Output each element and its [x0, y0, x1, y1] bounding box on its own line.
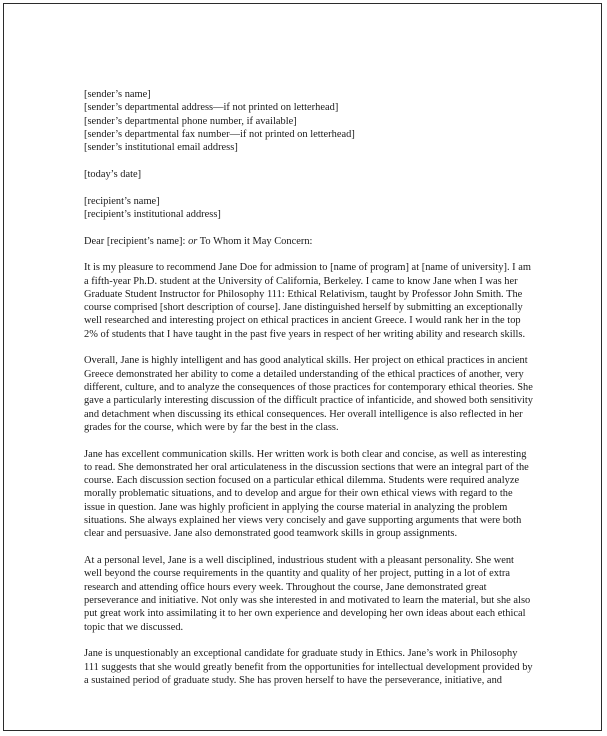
sender-email: [sender’s institutional email address] — [84, 142, 238, 154]
paragraph-line: 2% of students that I have taught in the past five years in respect of her writing ability and research skills. — [84, 328, 526, 340]
paragraph-communication — [84, 448, 554, 541]
paragraph-line: situations. She always explained her views very concisely and gave supporting arguments that were both — [84, 515, 522, 527]
paragraph-introduction — [84, 261, 554, 341]
paragraph-line: different, culture, and to analyze the consequences of those practices for contemporary ethical theories. She — [84, 382, 533, 393]
paragraph-line: well researched and interesting project on ethical practices in ancient Greece. I would rank her in the top — [84, 315, 521, 327]
letter-date: [today’s date] — [84, 168, 142, 180]
salutation-end: To Whom it May Concern: — [197, 235, 313, 247]
paragraph-line: clear and persuasive. Jane also demonstrated good teamwork skills in group assignments. — [84, 528, 458, 540]
paragraph-line: Jane is unquestionably an exceptional candidate for graduate study in Ethics. Jane’s work in Philosophy — [84, 648, 518, 660]
sender-fax: [sender’s departmental fax number—if not printed on letterhead] — [84, 128, 355, 140]
letter-page — [3, 3, 602, 731]
paragraph-intelligence — [84, 354, 554, 434]
paragraph-line: It is my pleasure to recommend Jane Doe for admission to [name of program] at [name of university]. I am — [84, 262, 532, 274]
letter-body — [84, 88, 554, 701]
paragraph-line: grades for the course, which were by far the best in the class. — [84, 421, 339, 433]
paragraph-line: and detachment when discussing its ethical consequences. Her overall intelligence is also reflected in her — [84, 408, 523, 420]
sender-address: [sender’s departmental address—if not printed on letterhead] — [84, 102, 339, 114]
paragraph-line: Graduate Student Instructor for Philosophy 111: Ethical Relativism, taught by Professor John Smith. The — [84, 288, 523, 300]
recipient-address: [recipient’s institutional address] — [84, 208, 221, 220]
paragraph-line: to read. She demonstrated her oral articulateness in the discussion sections that were an integral part of the — [84, 461, 529, 473]
paragraph-line: Jane has excellent communication skills. Her written work is both clear and concise, as well as interesting — [84, 448, 527, 460]
paragraph-line: research and attending office hours every week. Throughout the course, Jane demonstrated great — [84, 581, 487, 593]
salutation — [84, 235, 554, 248]
paragraph-line: Greece demonstrated her ability to come a detailed understanding of the ethical practices of another, very — [84, 368, 524, 380]
paragraph-line: topic that we discussed. — [84, 621, 184, 633]
sender-phone: [sender’s departmental phone number, if available] — [84, 115, 297, 127]
paragraph-line: course comprised [short description of course]. Jane distinguished herself by submitting an exceptionally — [84, 302, 523, 314]
paragraph-conclusion — [84, 647, 554, 687]
paragraph-line: At a personal level, Jane is a well disciplined, industrious student with a pleasant personality. She went — [84, 555, 514, 567]
paragraph-line: well beyond the course requirements in the quantity and quality of her project, putting in a lot of extra — [84, 568, 510, 580]
salutation-or: or — [188, 235, 198, 247]
paragraph-line: a fifth-year Ph.D. student at the University of California, Berkeley. I came to know Jane when I was her — [84, 275, 518, 287]
paragraph-line: gave a particularly interesting discussion of the difficult practice of infanticide, and showed both sensitivity — [84, 395, 534, 407]
paragraph-line: issue in question. Jane was highly proficient in applying the course material in analyzing the problem — [84, 501, 508, 513]
paragraph-line: course. Each discussion section focused on a particular ethical dilemma. Students were required analyze — [84, 475, 520, 487]
paragraph-personal — [84, 554, 554, 634]
sender-block — [84, 88, 554, 154]
recipient-block — [84, 195, 554, 222]
salutation-start: Dear [recipient’s name]: — [84, 235, 189, 247]
paragraph-line: a sustained period of graduate study. She has proven herself to have the perseverance, initiative, and — [84, 674, 502, 686]
paragraph-line: put great work into assimilating it to her own experience and developing her own ideas about each ethical — [84, 608, 526, 620]
date-block — [84, 168, 554, 181]
paragraph-line: Overall, Jane is highly intelligent and has good analytical skills. Her project on ethical practices in ancient — [84, 355, 528, 367]
paragraph-line: perseverance and initiative. Not only was she interested in and motivated to learn the material, but she also — [84, 594, 531, 606]
paragraph-line: 111 suggests that she would greatly benefit from the opportunities for intellectual development provided by — [84, 661, 533, 673]
recipient-name: [recipient’s name] — [84, 195, 160, 207]
sender-name: [sender’s name] — [84, 89, 151, 100]
paragraph-line: morally problematic situations, and to develop and argue for their own ethical views with regard to the — [84, 488, 513, 500]
